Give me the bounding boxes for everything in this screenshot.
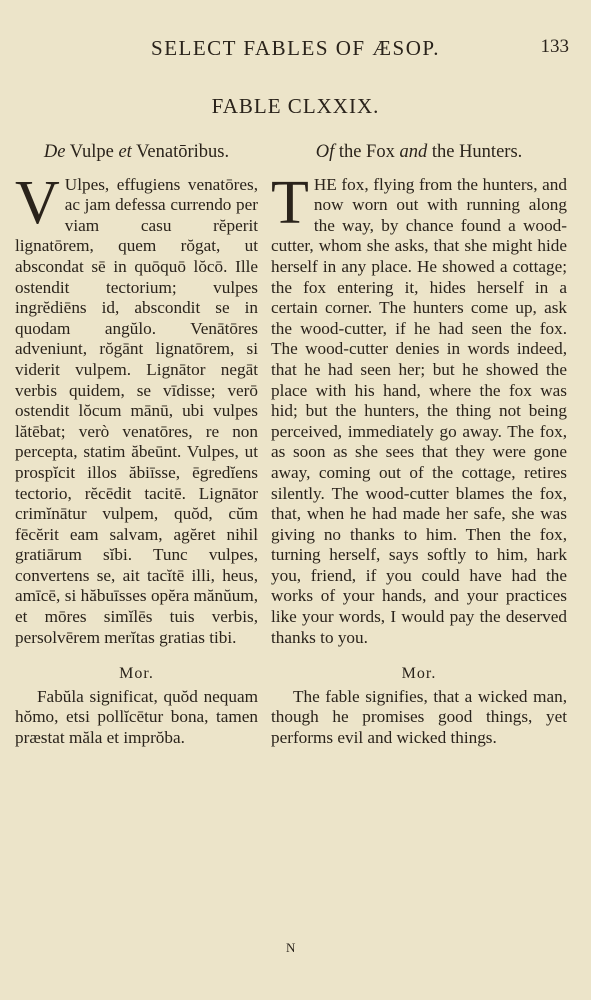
running-head: SELECT FABLES OF ÆSOP. (151, 36, 440, 60)
latin-title-end: Venatōribus. (131, 142, 230, 162)
english-title (271, 142, 567, 163)
page-number: 133 (540, 36, 569, 57)
english-title-and: and (399, 142, 428, 162)
signature-mark: N (286, 940, 296, 955)
latin-body (15, 168, 258, 649)
latin-title-et: et (118, 142, 132, 162)
latin-moral-heading: Mor. (119, 665, 154, 683)
latin-moral-text: Fabŭla significat, quŏd nequam hŏmo, etsi pollĭcētur bona, tamen præstat măla et imprŏba. (15, 686, 258, 748)
english-title-prefix: Of (315, 142, 335, 162)
english-dropcap: T (271, 168, 309, 237)
latin-title (15, 142, 258, 163)
fable-title: FABLE CLXXIX. (211, 94, 380, 118)
english-body (271, 168, 567, 649)
latin-title-prefix: De (43, 142, 66, 162)
english-moral-text: The fable signifies, that a wicked man, though he promises good things, yet performs evil and wicked things. (271, 686, 567, 748)
latin-title-main: Vulpe (65, 142, 119, 162)
english-title-main: the Fox (334, 142, 400, 162)
latin-body-text: Ulpes, effugiens venatōres, ac jam defessa currendo per viam casu rĕperit lignatōrem, quem rŏgat, ut abscondat sē in quōquō lŏcō. Ille ostendit tectorium; vulpes ingrĕdiēns id, abscondit se in quodam angŭlo. Venātōres adveniunt, rŏgānt lignatōrem, si viderit vulpem. Lignātor negāt verbis quidem, se vīdisse; verō ostendit lŏcum mānū, ubi vulpes lătēbat; verò venatōres, re non percepta, statim ăbeūnt. Vulpes, ut prospĭcit illos ăbiīsse, ēgredĭens tectorio, rĕcēdit tacitē. Lignātor crimĭnātur vulpem, quŏd, cŭm fēcĕrit eam salvam, agĕret nihil gratiārum sĭbi. Tunc vulpes, convertens se, ait tacĭtē illi, heus, amīcē, si hăbuīsses opĕra mănŭum, et mōres simĭlēs tuis verbis, persolvērem merĭtas gratias tibi. (15, 174, 258, 647)
english-title-end: the Hunters. (427, 142, 523, 162)
english-column (271, 142, 567, 749)
english-body-text: HE fox, flying from the hunters, and now worn out with running along the way, by chance found a wood-cutter, whom she asks, that she might hide herself in any place. He showed a cottage; the fox entering it, hides herself in a certain corner. The hunters come up, ask the wood-cutter, if he had seen the fox. The wood-cutter denies in words indeed, that he had seen her; but he showed the place with his hand, where the fox was hid; but the hunters, the thing not being perceived, immediately go away. The fox, as soon as she sees that they were gone away, coming out of the cottage, retires silently. The wood-cutter blames the fox, that, when he had made her safe, she was giving no thanks to him. Then the fox, turning herself, says softly to him, hark you, friend, if you could have had the works of your hands, and your practices like your words, I would pay the deserved thanks to you. (271, 174, 567, 647)
latin-dropcap: V (15, 168, 60, 237)
english-moral-heading: Mor. (401, 665, 437, 683)
latin-column (15, 142, 258, 749)
